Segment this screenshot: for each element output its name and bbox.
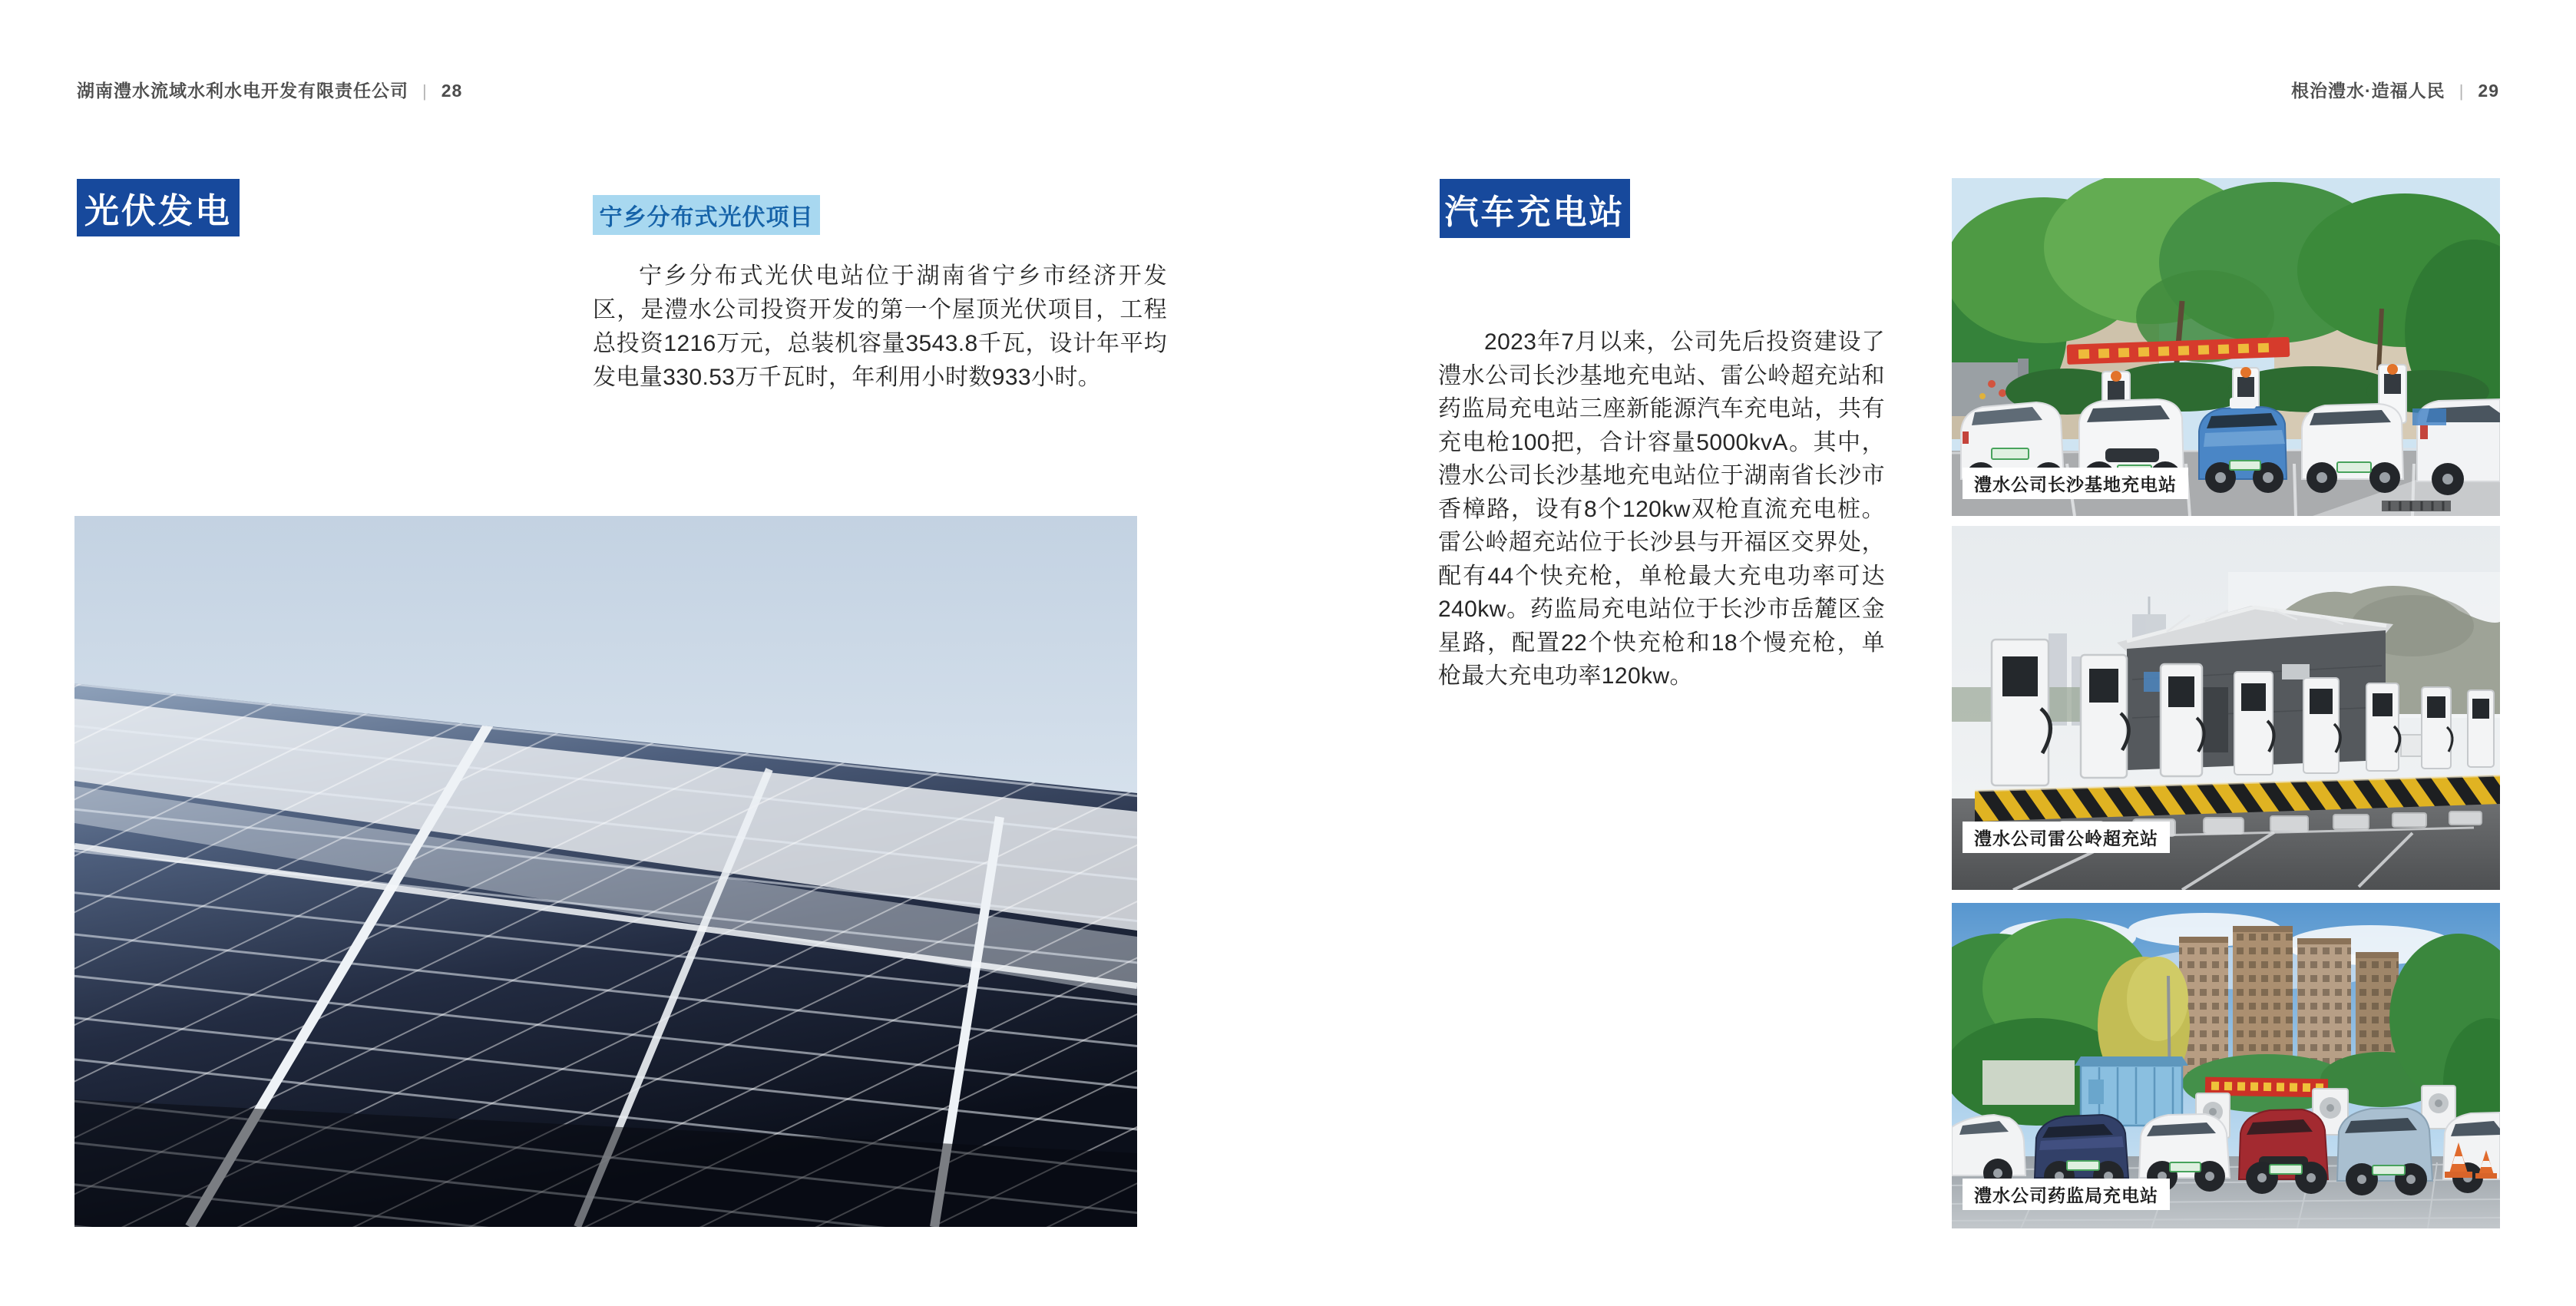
photo-yaojianju-station [1952, 903, 2500, 1228]
rooftop-solar-photo [74, 516, 1137, 1227]
page-number-right: 29 [2478, 81, 2499, 101]
changsha-station-illustration [1952, 178, 2500, 516]
company-name: 湖南澧水流域水利水电开发有限责任公司 [77, 81, 408, 101]
photo-leigongling-station [1952, 526, 2500, 890]
photo-changsha-base-station [1952, 178, 2500, 516]
photo-caption-yaojianju: 澧水公司药监局充电站 [1963, 1179, 2170, 1210]
solar-panels-illustration [74, 516, 1137, 1227]
header-separator: | [422, 81, 428, 101]
left-page-header [77, 77, 462, 102]
slogan: 根治澧水·造福人民 [2291, 81, 2445, 101]
ev-charging-paragraph: 2023年7月以来，公司先后投资建设了澧水公司长沙基地充电站、雷公岭超充站和药监局充电站三座新能源汽车充电站，共有充电枪100把，合计容量5000kvA。其中，澧水公司长沙基地充电站位于湖南省长沙市香樟路，设有8个120kw双枪直流充电桩。雷公岭超充站位于长沙县与开福区交界处，配有44个快充枪，单枪最大充电功率可达240kw。药监局充电站位于长沙市岳麓区金星路，配置22个快充枪和18个慢充枪，单枪最大充电功率120kw。 [1438, 329, 1885, 689]
right-page-header [2291, 77, 2499, 102]
subsection-title-ningxiang-pv: 宁乡分布式光伏项目 [593, 195, 820, 235]
page-number-left: 28 [441, 81, 463, 101]
section-title-ev-charging: 汽车充电站 [1440, 179, 1630, 238]
section-title-photovoltaic: 光伏发电 [77, 179, 240, 236]
photo-caption-changsha-base: 澧水公司长沙基地充电站 [1963, 468, 2188, 499]
pv-project-paragraph: 宁乡分布式光伏电站位于湖南省宁乡市经济开发区，是澧水公司投资开发的第一个屋顶光伏项目，工程总投资1216万元，总装机容量3543.8千瓦，设计年平均发电量330.53万千瓦时，年利用小时数933小时。 [593, 263, 1167, 390]
header-separator: | [2459, 81, 2465, 101]
photo-caption-leigongling: 澧水公司雷公岭超充站 [1963, 822, 2170, 853]
